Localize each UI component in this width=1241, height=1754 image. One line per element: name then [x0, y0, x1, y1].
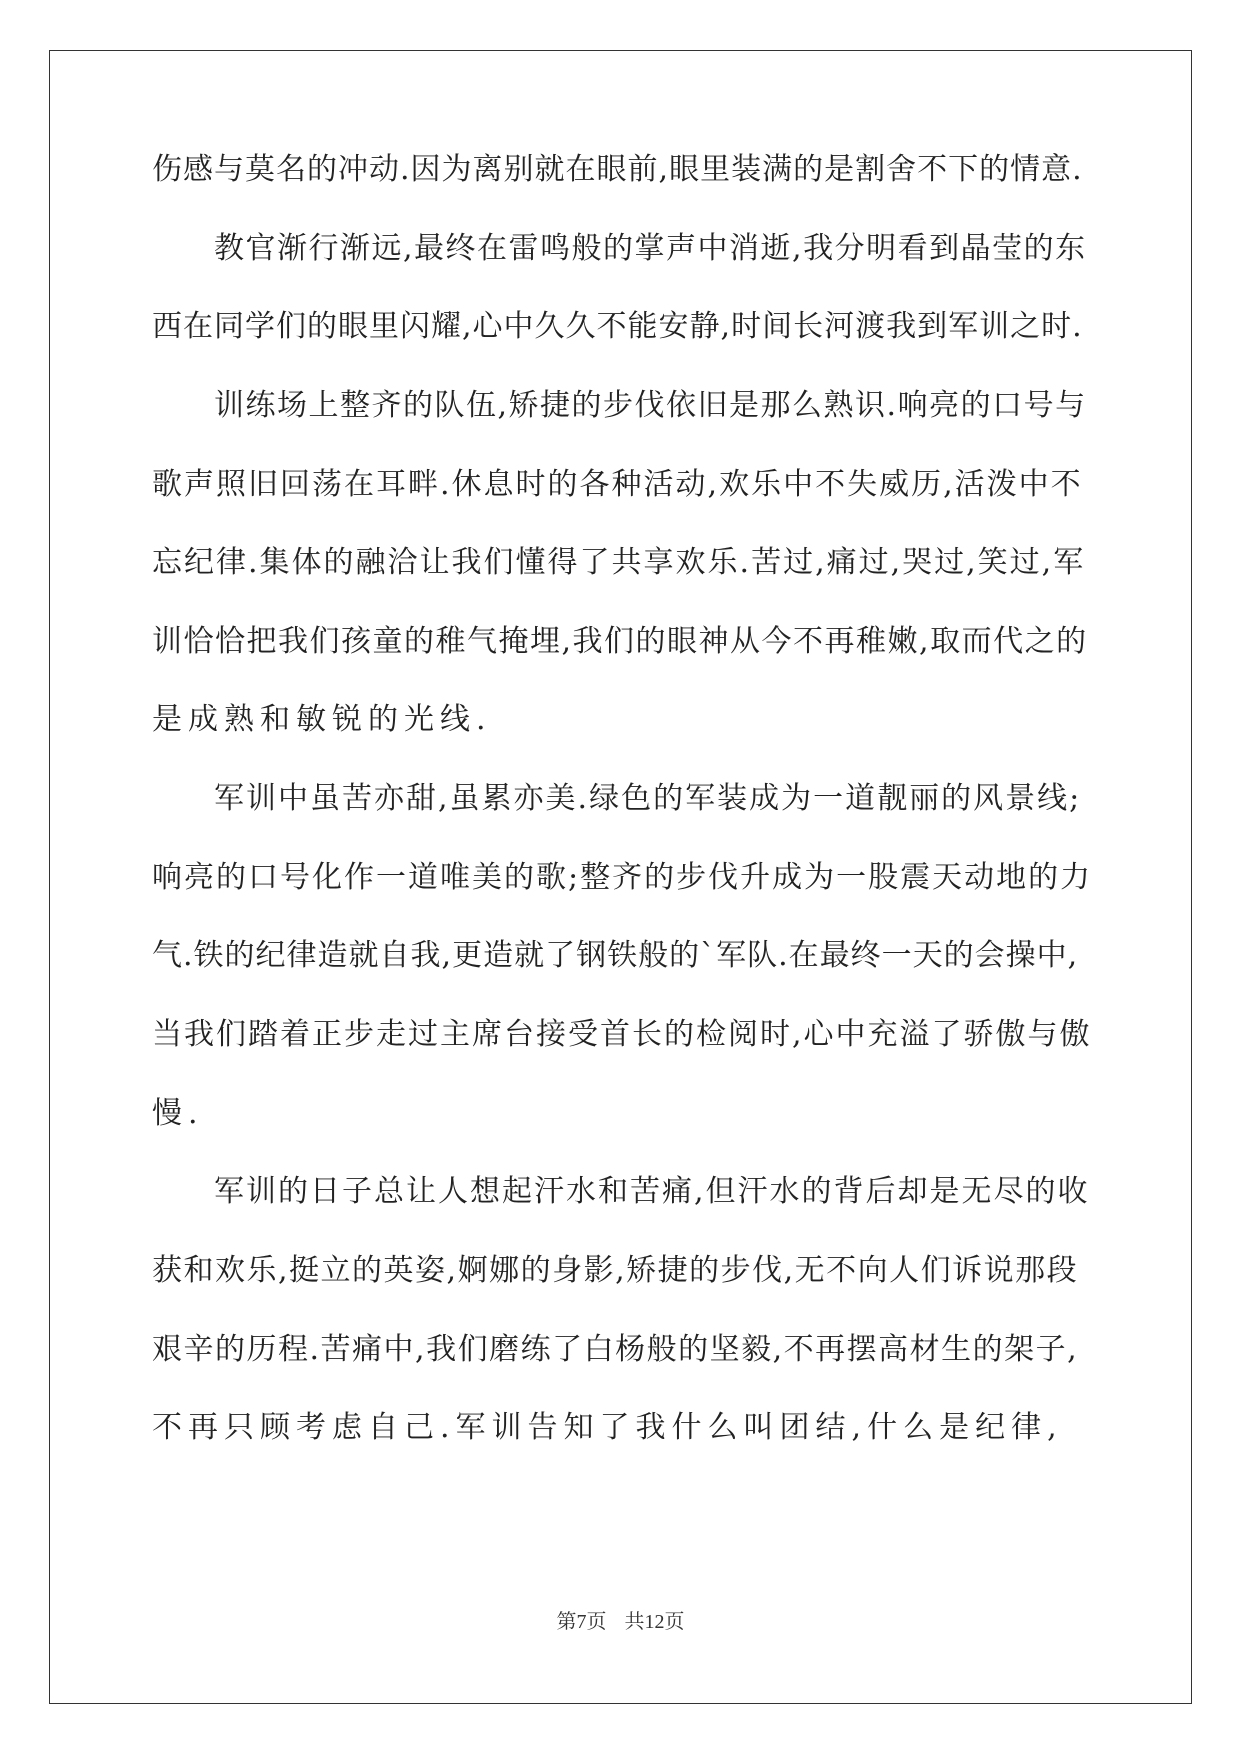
text-line: 获和欢乐,挺立的英姿,婀娜的身影,矫捷的步伐,无不向人们诉说那段: [152, 1253, 1079, 1288]
text-line: 西在同学们的眼里闪耀,心中久久不能安静,时间长河渡我到军训之时.: [152, 309, 1083, 344]
text-line: 训恰恰把我们孩童的稚气掩埋,我们的眼神从今不再稚嫩,取而代之的: [152, 624, 1088, 659]
page-number: 第7页: [556, 1611, 607, 1633]
text-line: 当我们踏着正步走过主席台接受首长的检阅时,心中充溢了骄傲与傲: [152, 1017, 1092, 1052]
text-line: 忘纪律.集体的融洽让我们懂得了共享欢乐.苦过,痛过,哭过,笑过,军: [152, 545, 1086, 580]
text-line: 是成熟和敏锐的光线.: [152, 702, 492, 737]
text-line: 歌声照旧回荡在耳畔.休息时的各种活动,欢乐中不失威历,活泼中不: [152, 467, 1083, 502]
text-line: 艰辛的历程.苦痛中,我们磨练了白杨般的坚毅,不再摆高材生的架子,: [152, 1332, 1079, 1367]
text-line: 不再只顾考虑自己.军训告知了我什么叫团结,什么是纪律,: [152, 1410, 1063, 1445]
page-footer: [0, 1605, 1241, 1634]
paragraph-start-line: 训练场上整齐的队伍,矫捷的步伐依旧是那么熟识.响亮的口号与: [214, 388, 1087, 423]
page-total: 共12页: [624, 1611, 685, 1633]
paragraph-start-line: 军训中虽苦亦甜,虽累亦美.绿色的军装成为一道靓丽的风景线;: [214, 781, 1082, 816]
paragraph-start-line: 教官渐行渐远,最终在雷鸣般的掌声中消逝,我分明看到晶莹的东: [214, 231, 1087, 266]
text-line: 气.铁的纪律造就自我,更造就了钢铁般的`军队.在最终一天的会操中,: [152, 938, 1079, 973]
text-line: 响亮的口号化作一道唯美的歌;整齐的步伐升成为一股震天动地的力: [152, 860, 1093, 895]
text-line: 慢.: [152, 1096, 204, 1131]
text-line: 伤感与莫名的冲动.因为离别就在眼前,眼里装满的是割舍不下的情意.: [152, 152, 1083, 187]
paragraph-start-line: 军训的日子总让人想起汗水和苦痛,但汗水的背后却是无尽的收: [214, 1174, 1090, 1209]
